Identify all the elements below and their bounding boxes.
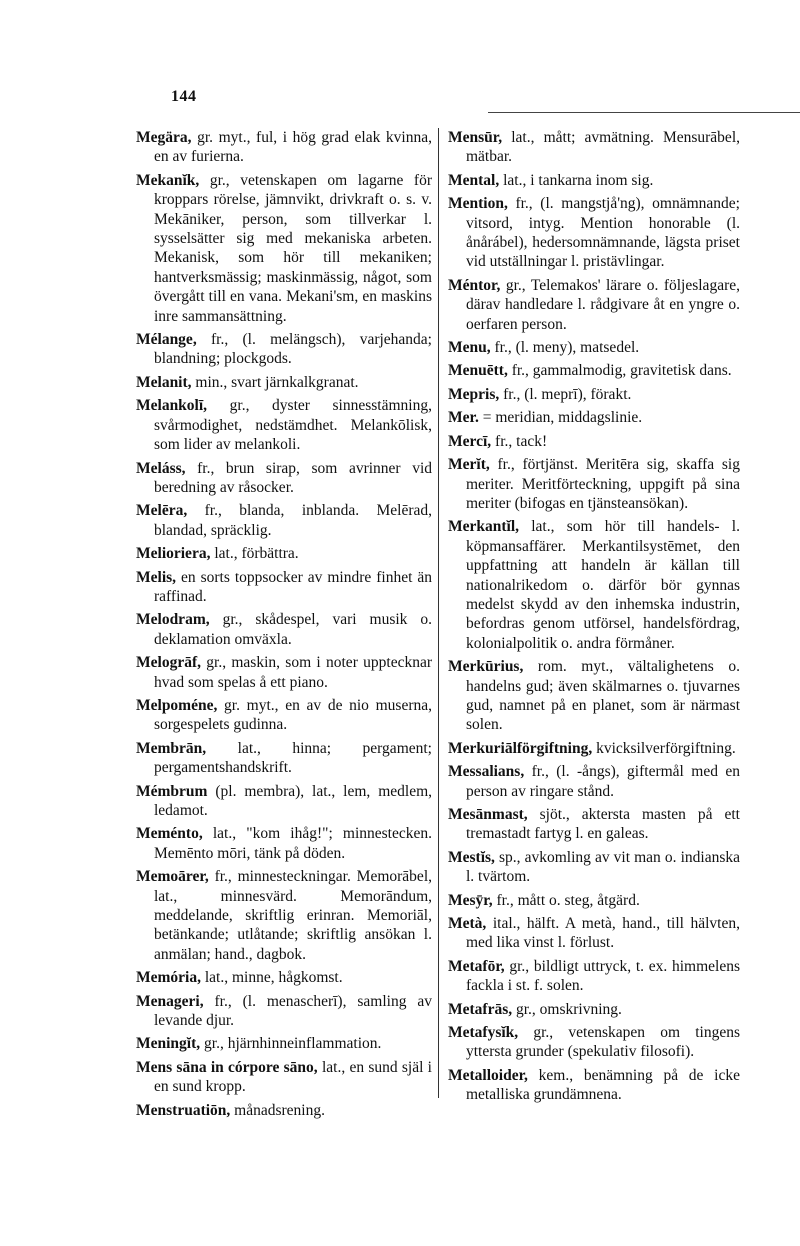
dictionary-entry [448,657,740,735]
entry-headword: Megära, [136,129,192,146]
entry-definition: lat., i tankarna inom sig. [499,171,654,189]
entry-definition: fr., tack! [491,432,548,450]
entry-definition: fr., förtjänst. Meritēra sig, skaffa sig meriter. Meritförteckning, uppgift på sina meriter (bifogas en tjänsteansökan). [466,456,740,512]
dictionary-entry [136,501,432,540]
entry-definition: lat., "kom ihåg!"; minnestecken. Memēnto mōri, tänk på döden. [154,825,432,862]
dictionary-entry [448,338,740,357]
dictionary-entry [136,968,432,987]
entry-headword: Melanit, [136,373,192,391]
entry-headword: Merkūrius, [448,658,524,676]
entry-headword: Mens sāna in córpore sāno, [136,1058,318,1076]
entry-headword: Mepris, [448,385,500,403]
dictionary-entry [136,568,432,607]
entry-definition: lat., hinna; pergament; pergamentshandskrift. [154,739,432,777]
dictionary-entry [136,1101,432,1120]
entry-headword: Metafōr, [448,957,505,975]
entry-definition: fr., (l. meprī), förakt. [499,385,632,403]
dictionary-entry [136,824,432,863]
dictionary-entry [448,128,740,167]
entry-definition: lat., förbättra. [210,545,299,563]
entry-definition: kvicksilverförgiftning. [592,739,736,757]
entry-definition: fr., (l. -ångs), giftermål med en person av ringare stånd. [466,763,740,800]
page-number: 144 [171,88,197,105]
entry-definition: sjöt., aktersta masten på ett tremastadt fartyg l. en galeas. [466,806,740,843]
dictionary-entry [136,782,432,821]
entry-definition: månadsrening. [230,1101,325,1119]
entry-definition: en sorts toppsocker av mindre finhet än raffinad. [154,568,432,605]
entry-headword: Menstruatiōn, [136,1101,231,1119]
entry-headword: Menuētt, [448,362,508,380]
left-column [136,128,432,1124]
entry-headword: Merĭt, [448,456,490,474]
entry-headword: Menu, [448,339,491,357]
entry-definition: gr., maskin, som i noter upptecknar hvad som spelas å ett piano. [154,654,432,691]
dictionary-entry [136,696,432,735]
entry-definition: ital., hälft. A metà, hand., till hälvten, med lika vinst l. förlust. [466,915,740,952]
entry-definition: gr., vetenskapen om lagarne för kroppars rörelse, jämnvikt, drivkraft o. s. v. Mekāniker, person, som tillverkar l. sysselsätter sig med mekaniska arbeten. Mekanisk, som hör till mekaniken; hantverksmässig; maskinmässig, något, som övergått till en vana. Mekani'sm, en maskins inre sammansättning. [154,171,432,325]
dictionary-entry [448,517,740,653]
entry-headword: Merkuriālförgiftning, [448,739,593,757]
dictionary-entry [136,373,432,392]
dictionary-entry [136,1034,432,1053]
entry-definition: fr., (l. meny), matsedel. [490,339,640,357]
dictionary-entry [136,653,432,692]
entry-definition: fr., minnesteckningar. Memorābel, lat., minnesvärd. Memorāndum, meddelande, skriftlig erinran. Memoriāl, betänkande; utlåtande; skriftlig ansökan l. anmälan; hand., dagbok. [154,868,432,963]
entry-headword: Mention, [448,195,508,213]
entry-headword: Mesānmast, [448,806,528,823]
entry-definition: gr., omskrivning. [512,1000,622,1018]
dictionary-entry [136,992,432,1031]
dictionary-entry [448,1000,740,1019]
entry-definition: gr., Telemakos' lärare o. följeslagare, därav handledare l. rådgivare åt en yngre o. oerfaren person. [466,276,740,333]
dictionary-entry [448,914,740,953]
entry-headword: Melogrāf, [136,654,201,672]
entry-headword: Mercī, [448,432,492,450]
dictionary-entry [448,361,740,380]
entry-headword: Merkantĭl, [448,518,520,536]
entry-definition: fr., (l. menascherī), samling av levande djur. [154,992,432,1030]
dictionary-entry [448,957,740,996]
entry-headword: Melodram, [136,611,210,629]
entry-headword: Méntor, [448,276,501,294]
entry-definition: lat., minne, hågkomst. [200,969,343,987]
dictionary-entry [448,1066,740,1105]
dictionary-entry [136,171,432,326]
entry-headword: Mekanĭk, [136,171,200,189]
dictionary-entry [136,739,432,778]
dictionary-entry [448,848,740,887]
entry-definition: gr., bildligt uttryck, t. ex. himmelens fackla i st. f. solen. [466,957,740,995]
entry-headword: Mesȳr, [448,891,493,909]
entry-definition: lat., en sund själ i en sund kropp. [154,1058,432,1096]
column-divider [438,128,439,1098]
dictionary-entry [136,459,432,498]
entry-definition: gr., hjärnhinneinflammation. [200,1035,382,1053]
entry-definition: fr., brun sirap, som avrinner vid beredning av råsocker. [154,459,432,496]
entry-headword: Mélange, [136,331,197,349]
entry-headword: Menageri, [136,992,204,1010]
entry-definition: gr. myt., en av de nio muserna, sorgespelets gudinna. [154,696,432,734]
entry-definition: sp., avkomling av vit man o. indianska l. tvärtom. [466,848,740,886]
dictionary-entry [448,891,740,910]
entry-definition: (pl. membra), lat., lem, medlem, ledamot. [154,782,432,819]
entry-headword: Melis, [136,568,177,586]
dictionary-entry [448,385,740,404]
entry-headword: Metà, [448,915,487,933]
top-rule [488,112,800,113]
entry-headword: Metafrās, [448,1000,513,1018]
entry-headword: Meláss, [136,459,186,477]
dictionary-entry [448,739,740,758]
entry-headword: Mental, [448,171,500,189]
entry-definition: rom. myt., vältalighetens o. handelns gud; även skälmarnes o. tjuvarnes gud, namnet på en planet, som är närmast solen. [466,658,740,734]
entry-headword: Mémbrum [136,782,208,800]
dictionary-entry [136,330,432,369]
entry-definition: lat., som hör till handels- l. köpmansaffärer. Merkantilsystēmet, den uppfattning att handeln är källan till nationalrikedom o. därför bör gynnas medelst skydd av den inhemska industrin, befordras genom utförsel, handelsfördrag, kolonialpolitik o. andra förmåner. [466,518,740,652]
entry-definition: fr., blanda, inblanda. Melērad, blandad, spräcklig. [154,502,432,539]
entry-definition: = meridian, middagslinie. [478,409,643,427]
entry-headword: Membrān, [136,739,207,757]
entry-headword: Mensūr, [448,129,503,146]
dictionary-entry [448,194,740,272]
dictionary-entry [136,867,432,964]
entry-definition: gr., skådespel, vari musik o. deklamation omväxla. [154,611,432,648]
entry-headword: Melioriera, [136,545,211,563]
dictionary-entry [136,128,432,167]
dictionary-entry [136,610,432,649]
entry-definition: min., svart järnkalkgranat. [191,373,359,391]
entry-headword: Mer. [448,409,479,427]
entry-definition: fr., gammalmodig, gravitetisk dans. [507,362,732,380]
entry-headword: Melēra, [136,502,188,520]
dictionary-entry [448,1023,740,1062]
dictionary-entry [136,544,432,563]
dictionary-entry [448,432,740,451]
dictionary-entry [448,455,740,513]
entry-headword: Meménto, [136,825,203,843]
dictionary-entry [448,805,740,844]
entry-definition: kem., benämning på de icke metalliska grundämnena. [466,1066,740,1104]
entry-definition: gr., dyster sinnesstämning, svårmodighet, nedstämdhet. Melankōlisk, som lider av melankoli. [154,397,432,454]
entry-definition: fr., mått o. steg, åtgärd. [492,891,640,909]
entry-headword: Meningĭt, [136,1035,201,1053]
entry-headword: Messalians, [448,763,525,781]
dictionary-entry [136,1058,432,1097]
entry-definition: lat., mått; avmätning. Mensurābel, mätbar. [466,129,740,166]
right-column [448,128,740,1109]
entry-definition: gr., vetenskapen om tingens yttersta grunder (spekulativ filosofi). [466,1024,740,1061]
entry-definition: gr. myt., ful, i hög grad elak kvinna, en av furierna. [154,129,432,166]
entry-headword: Melankolī, [136,397,208,415]
entry-headword: Metafysĭk, [448,1024,519,1042]
dictionary-entry [448,762,740,801]
entry-definition: fr., (l. melängsch), varjehanda; blandning; plockgods. [154,331,432,368]
entry-definition: fr., (l. mangstjå'ng), omnämnande; vitsord, intyg. Mention honorable (l. ånårábel), hedersomnämnande, lägsta priset vid utställningar l. pristävlingar. [466,195,740,271]
entry-headword: Mestĭs, [448,848,495,866]
entry-headword: Metalloider, [448,1066,528,1084]
entry-headword: Melpoméne, [136,696,218,714]
dictionary-entry [448,171,740,190]
dictionary-entry [136,396,432,454]
entry-headword: Memória, [136,969,201,987]
entry-headword: Memoārer, [136,868,209,886]
dictionary-entry [448,408,740,427]
dictionary-entry [448,276,740,334]
